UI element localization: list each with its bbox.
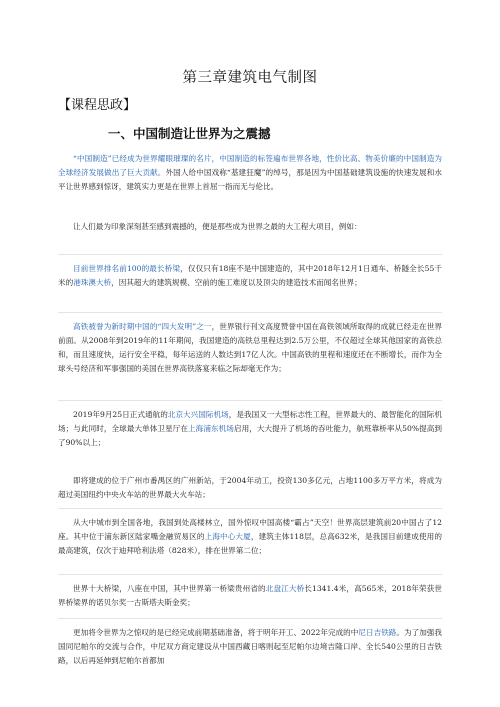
paragraph-text: ，世界银行刊文高度赞誉中国在高铁领域所取得的成就已经走在世界前面。从2008年到2019年的11年期间，我国建造的高铁总里程达到2.5万公里，不仅超过全球其他国家的高铁总和，而且速度快，运行安全平稳，每年运送的人数达到17亿人次。中国高铁的里程和速度还在不断增长，而作为全球头号经济和军事强国的美国在世界高铁落宴来临之际却毫无作为； xyxy=(58,322,443,373)
chapter-title: 第三章建筑电气制图 xyxy=(182,70,318,86)
paragraph-airports xyxy=(58,408,442,450)
highlight-link-railway[interactable]: 尼日吉铁路 xyxy=(358,628,397,637)
paragraph-sino-nepal-railway xyxy=(58,626,442,668)
paragraph-text: 长1341.4米，高565米，2018年荣获世界桥梁界的诺贝尔奖一古斯塔夫斯金奖； xyxy=(58,584,442,607)
paragraph-guangzhou-station xyxy=(58,474,442,502)
divider xyxy=(58,312,442,313)
paragraph-text: 世界十大桥梁，八座在中国，其中世界第一桥梁贵州省的 xyxy=(73,584,266,593)
highlight-text: “中国制造”已经成为世界耀眼璀璨的名片，中国制造的标签遍布世界各地，性价比高、物美价廉的中国制造为全球经济发展做出了巨大贡献。 xyxy=(58,154,442,177)
divider xyxy=(58,400,442,401)
divider xyxy=(58,254,442,255)
paragraph-bridges xyxy=(58,262,442,290)
paragraph-text: 即将建成的位于广州市番禺区的广州新站，于2004年动工，投资130多亿元，占地1100多万平方米，将成为超过美国纽约中央火车站的世界最大火车站； xyxy=(58,476,442,499)
paragraph-text: 启用，大大提升了机场的吞吐能力，航班靠桥率从50%提高到了90%以上； xyxy=(58,424,443,447)
paragraph-text: 2019年9月25日正式通航的 xyxy=(73,410,168,419)
divider xyxy=(58,574,442,575)
paragraph-text: 。为了加强我国同尼帕尔的交流与合作，中尼双方商定建设从中国西藏日喀则起至尼帕尔边境吉隆口岸、全长540公里的日吉铁路，以后再延伸到尼帕尔首都加 xyxy=(58,628,443,665)
highlight-link-pudong[interactable]: 上海浦东机场 xyxy=(188,424,234,433)
paragraph-text: ，建筑主体118层，总高632米，是我国目前建成使用的最高建筑，仅次于迪拜哈利法塔（828米），排在世界第二位； xyxy=(58,532,442,555)
paragraph-made-in-china xyxy=(58,152,442,194)
paragraph-text: 外国人给中国戏称“基建狂魔”的绰号，那是因为中国基础建筑设施的快速发展和水平让世界感到惊讶，建筑实力更是在世界上首屈一指而无与伦比。 xyxy=(58,168,443,191)
paragraph-text: ，仅仅只有18座不是中国建造的，其中2018年12月1日通车、桥隧全长55千米的 xyxy=(58,264,442,287)
divider xyxy=(58,508,442,509)
paragraph-skyscrapers xyxy=(58,516,442,558)
highlight-link-beipanjiang[interactable]: 北盘江大桥 xyxy=(265,584,305,593)
paragraph-text: 从大中城市到全国各地，我国到处高楼林立，国外惊叹中国高楼“霸占”天空！世界高层建筑前20中国占了12座。其中位于浦东新区陆家嘴金融贸易区的 xyxy=(58,518,442,541)
paragraph-text: 让人们最为印象深刻甚至感到震撼的，便是那些成为世界之最的大工程大项目，例如： xyxy=(73,222,362,231)
paragraph-text: ，是我国又一大型标志性工程，世界最大的、最智能化的国际机场；与此同时，全球最大单体卫星厅在 xyxy=(58,410,443,433)
section-label: 【课程思政】 xyxy=(58,98,137,113)
highlight-link-rail[interactable]: 高铁被誉为新时期中国的“四大发明”之一 xyxy=(73,322,212,331)
divider xyxy=(58,618,442,619)
highlight-link-daxing[interactable]: 北京大兴国际机场 xyxy=(167,410,229,419)
section-heading: 一、中国制造让世界为之震撼 xyxy=(108,126,271,141)
highlight-link-bridges[interactable]: 目前世界排名前100的最长桥梁 xyxy=(73,264,181,273)
paragraph-text: ，因其超大的建筑规模、空前的施工难度以及顶尖的建造技术而闻名世界； xyxy=(111,278,362,287)
highlight-link-hzmb[interactable]: 港珠澳大桥 xyxy=(73,278,112,287)
paragraph-high-speed-rail xyxy=(58,320,442,376)
paragraph-intro-examples xyxy=(58,220,442,234)
paragraph-beipanjiang-bridge xyxy=(58,582,442,610)
paragraph-text: 更加将令世界为之惊叹的是已经完成前期基础准备，将于明年开工、2022年完成的中 xyxy=(73,628,359,637)
highlight-link-shanghai-tower[interactable]: 上海中心大厦 xyxy=(204,532,251,541)
